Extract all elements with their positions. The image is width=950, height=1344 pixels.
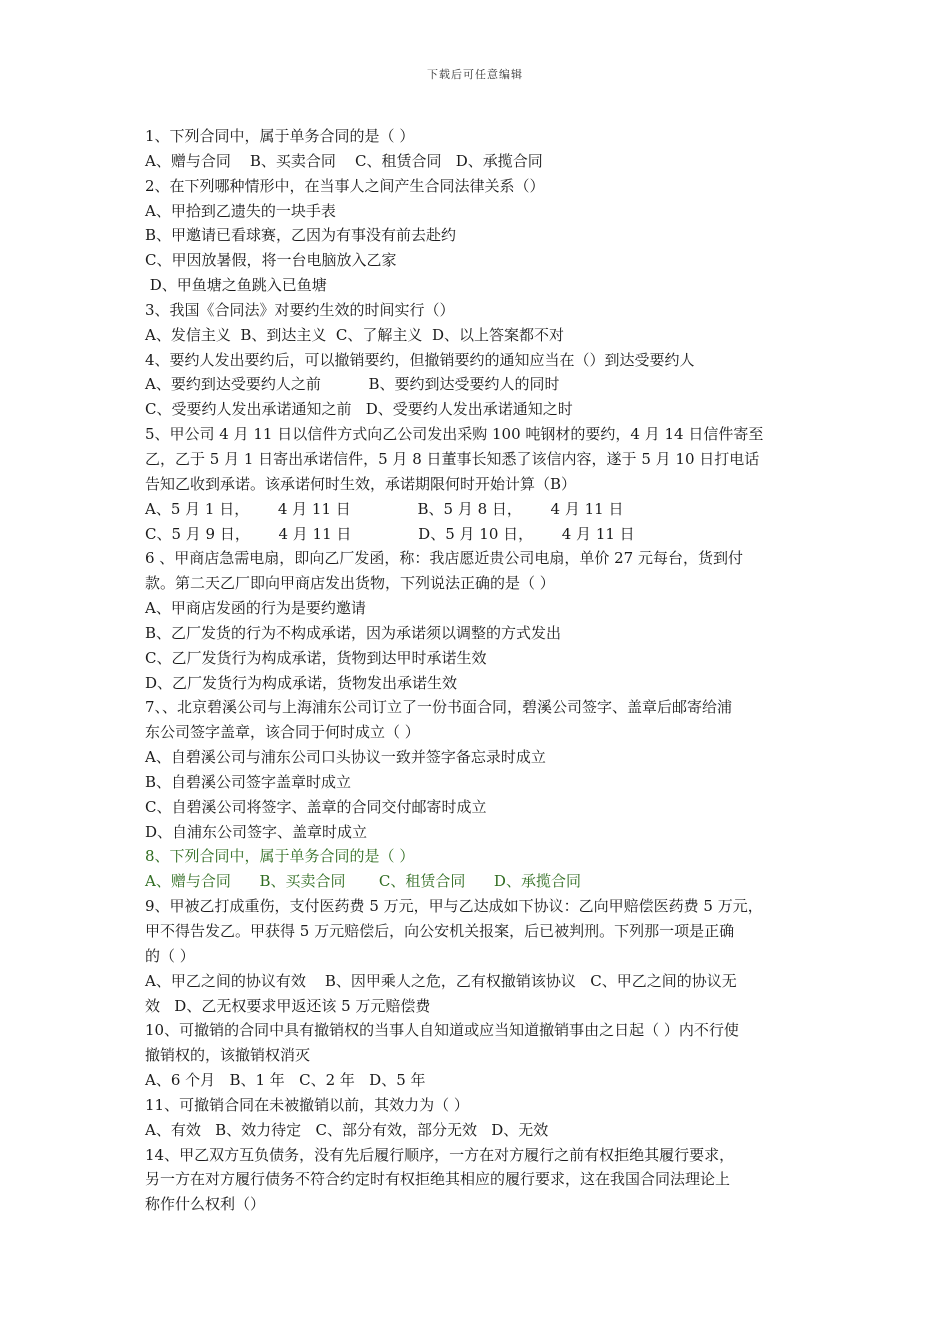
document-body (145, 124, 813, 1217)
text-line: 10、可撤销的合同中具有撤销权的当事人自知道或应当知道撤销事由之日起（ ）内不行使 (145, 1021, 739, 1040)
text-line: 8、下列合同中，属于单务合同的是（ ） (145, 847, 415, 866)
text-line: 3、我国《合同法》对要约生效的时间实行（） (145, 300, 455, 319)
text-line: A、6 个月 B、1 年 C、2 年 D、5 年 (145, 1071, 426, 1090)
text-line: A、甲商店发函的行为是要约邀请 (145, 599, 366, 618)
text-line: 的（ ） (145, 946, 195, 965)
text-line: D、甲鱼塘之鱼跳入已鱼塘 (145, 276, 327, 295)
text-line: 5、甲公司 4 月 11 日以信件方式向乙公司发出采购 100 吨钢材的要约，4 月 14 日信件寄至 (145, 425, 764, 444)
text-line: C、自碧溪公司将签字、盖章的合同交付邮寄时成立 (145, 797, 487, 816)
text-line: 2、在下列哪种情形中，在当事人之间产生合同法律关系（） (145, 176, 545, 195)
text-line: 4、要约人发出要约后，可以撤销要约，但撤销要约的通知应当在（）到达受要约人 (145, 350, 695, 369)
text-line: 甲不得告发乙。甲获得 5 万元赔偿后，向公安机关报案，后已被判刑。下列那一项是正确 (145, 922, 735, 940)
text-line: A、5 月 1 日， 4 月 11 日 B、5 月 8 日， 4 月 11 日 (145, 499, 624, 518)
text-line: 东公司签字盖章，该合同于何时成立（ ） (145, 723, 420, 742)
text-line: C、甲因放暑假，将一台电脑放入乙家 (145, 251, 397, 270)
text-line: 9、甲被乙打成重伤，支付医药费 5 万元，甲与乙达成如下协议：乙向甲赔偿医药费 5 万元， (145, 897, 763, 916)
page-header: 下载后可任意编辑 (427, 68, 523, 81)
text-line: 撤销权的，该撤销权消灭 (145, 1046, 311, 1065)
text-line: C、受要约人发出承诺通知之前 D、受要约人发出承诺通知之时 (145, 400, 573, 419)
text-line: A、要约到达受要约人之前 B、要约到达受要约人的同时 (145, 375, 560, 394)
text-line: 效 D、乙无权要求甲返还该 5 万元赔偿费 (145, 996, 431, 1015)
text-line: A、甲拾到乙遗失的一块手表 (145, 201, 336, 220)
text-line: D、自浦东公司签字、盖章时成立 (145, 822, 368, 841)
text-line: C、乙厂发货行为构成承诺，货物到达甲时承诺生效 (145, 648, 487, 667)
text-line: B、乙厂发货的行为不构成承诺，因为承诺须以调整的方式发出 (145, 623, 562, 642)
text-line: 6 、甲商店急需电扇，即向乙厂发函，称：我店愿近贵公司电扇，单价 27 元每台，货到付 (145, 549, 743, 568)
text-line: C、5 月 9 日， 4 月 11 日 D、5 月 10 日， 4 月 11 日 (145, 524, 635, 543)
text-line: 1、下列合同中，属于单务合同的是（ ） (145, 127, 415, 145)
text-line: 另一方在对方履行债务不符合约定时有权拒绝其相应的履行要求，这在我国合同法理论上 (145, 1170, 731, 1189)
text-line: A、赠与合同 B、买卖合同 C、租赁合同 D、承揽合同 (145, 872, 581, 891)
text-line: A、自碧溪公司与浦东公司口头协议一致并签字备忘录时成立 (145, 748, 546, 767)
text-line: 乙，乙于 5 月 1 日寄出承诺信件，5 月 8 日董事长知悉了该信内容，遂于 5 月 10 日打电话 (145, 449, 760, 468)
text-line: A、有效 B、效力待定 C、部分有效，部分无效 D、无效 (145, 1120, 549, 1139)
text-line: 告知乙收到承诺。该承诺何时生效，承诺期限何时开始计算（B） (145, 474, 577, 493)
text-line: A、发信主义 B、到达主义 C、了解主义 D、以上答案都不对 (145, 325, 564, 344)
text-line: A、甲乙之间的协议有效 B、因甲乘人之危，乙有权撤销该协议 C、甲乙之间的协议无 (145, 971, 737, 990)
text-line: B、自碧溪公司签字盖章时成立 (145, 772, 352, 791)
text-line: 14、甲乙双方互负债务，没有先后履行顺序，一方在对方履行之前有权拒绝其履行要求， (145, 1145, 735, 1164)
text-line: 称作什么权利（） (145, 1195, 266, 1214)
text-line: 款。第二天乙厂即向甲商店发出货物，下列说法正确的是（ ） (145, 574, 555, 593)
text-line: 7、、北京碧溪公司与上海浦东公司订立了一份书面合同，碧溪公司签字、盖章后邮寄给浦 (145, 698, 733, 717)
text-line: B、甲邀请已看球赛，乙因为有事没有前去赴约 (145, 226, 457, 245)
text-line: A、赠与合同 B、买卖合同 C、租赁合同 D、承揽合同 (145, 151, 543, 170)
text-line: 11、可撤销合同在未被撤销以前，其效力为（ ） (145, 1095, 469, 1114)
text-line: D、乙厂发货行为构成承诺，货物发出承诺生效 (145, 673, 458, 692)
